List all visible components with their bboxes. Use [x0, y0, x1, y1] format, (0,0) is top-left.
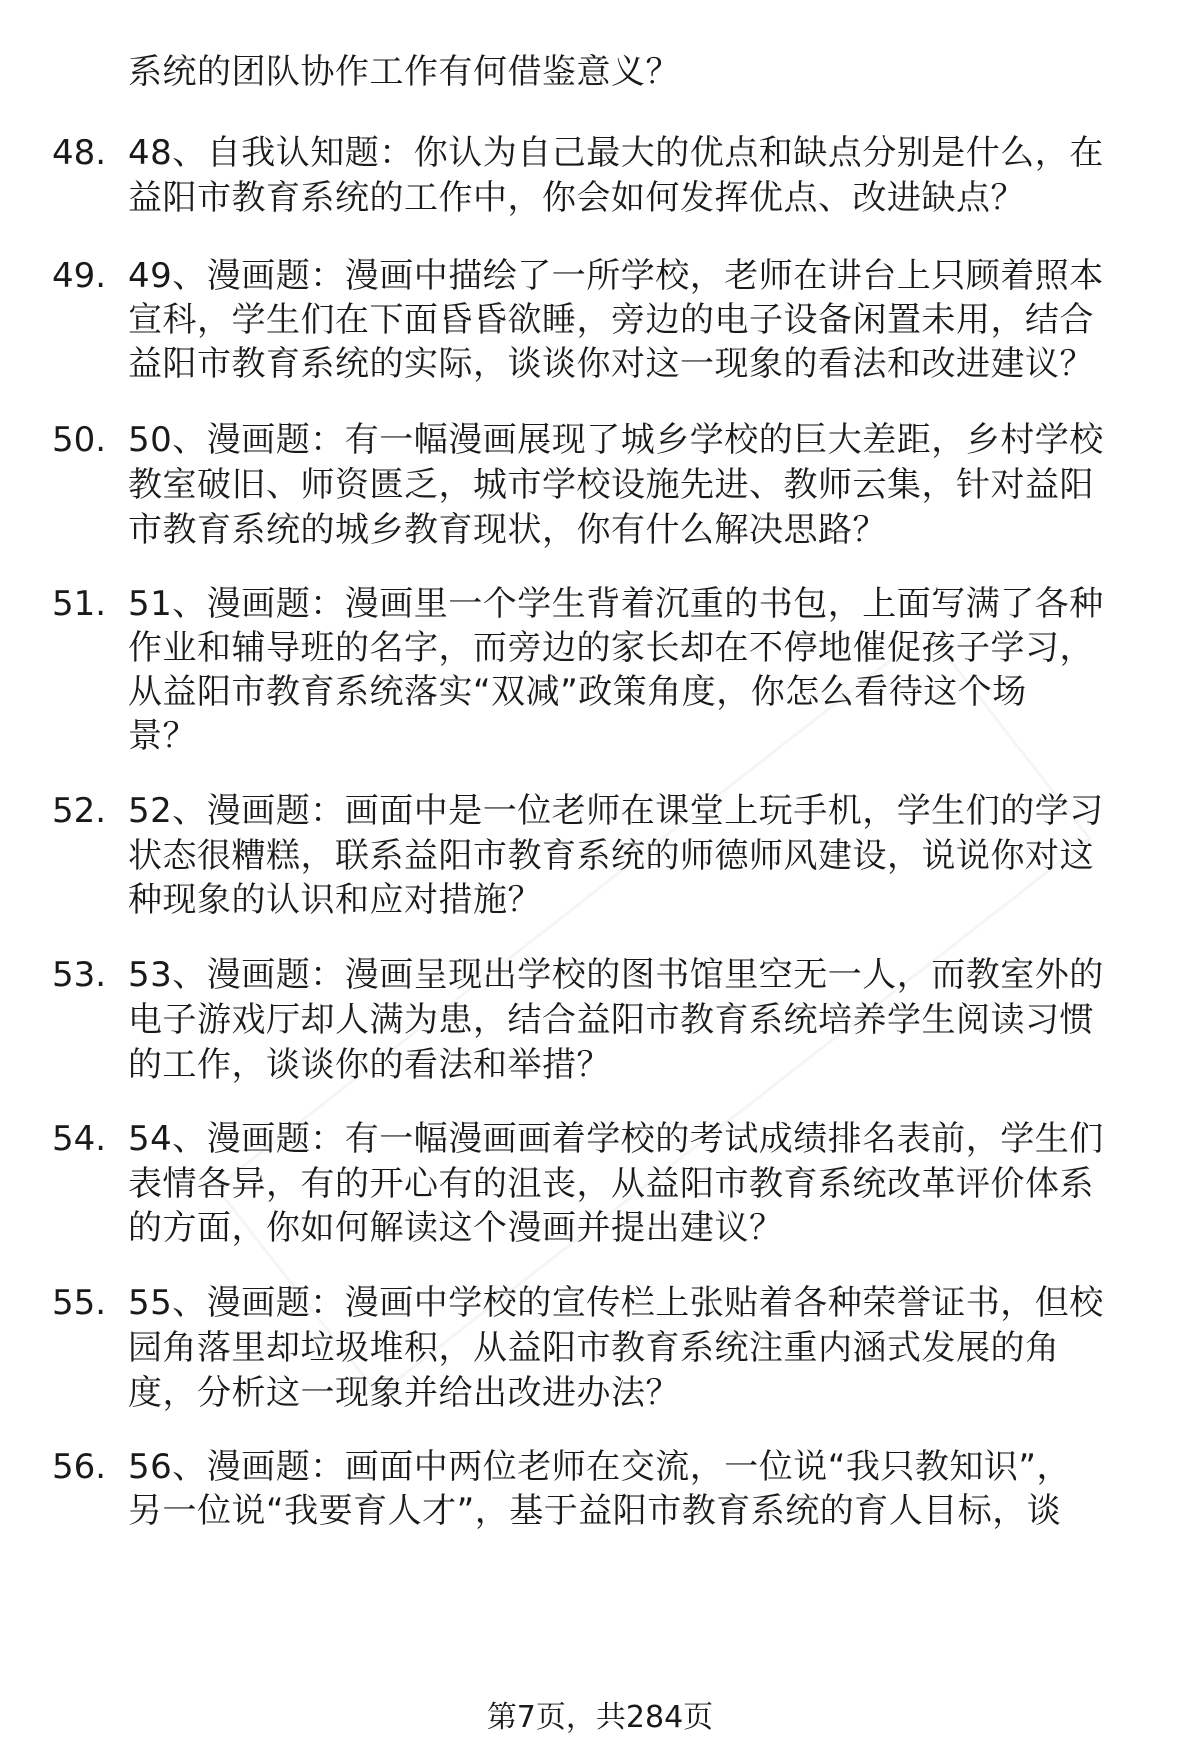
question-line: 的方面，你如何解读这个漫画并提出建议？ [128, 1208, 784, 1248]
question-line: 教室破旧、师资匮乏，城市学校设施先进、教师云集，针对益阳 [128, 465, 1094, 505]
question-line: 53、漫画题：漫画呈现出学校的图书馆里空无一人，而教室外的 [128, 955, 1104, 995]
question-line: 50、漫画题：有一幅漫画展现了城乡学校的巨大差距，乡村学校 [128, 420, 1104, 460]
question-line: 作业和辅导班的名字，而旁边的家长却在不停地催促孩子学习， [128, 628, 1094, 668]
question-line: 市教育系统的城乡教育现状，你有什么解决思路？ [128, 510, 887, 550]
question-line: 52、漫画题：画面中是一位老师在课堂上玩手机，学生们的学习 [128, 791, 1104, 831]
question-line: 益阳市教育系统的工作中，你会如何发挥优点、改进缺点？ [128, 178, 1025, 218]
question-line: 状态很糟糕，联系益阳市教育系统的师德师风建设，说说你对这 [128, 836, 1094, 876]
question-line: 宣科，学生们在下面昏昏欲睡，旁边的电子设备闲置未用，结合 [128, 300, 1094, 340]
list-number: 50. [52, 420, 107, 460]
question-line: 表情各异，有的开心有的沮丧，从益阳市教育系统改革评价体系 [128, 1164, 1094, 1204]
question-line: 的工作，谈谈你的看法和举措？ [128, 1045, 611, 1085]
question-line: 种现象的认识和应对措施？ [128, 880, 542, 920]
question-line: 56、漫画题：画面中两位老师在交流，一位说“我只教知识”， [128, 1447, 1071, 1487]
question-line: 另一位说“我要育人才”，基于益阳市教育系统的育人目标，谈 [128, 1491, 1062, 1531]
continuation-line: 系统的团队协作工作有何借鉴意义？ [128, 52, 680, 92]
question-line: 度，分析这一现象并给出改进办法？ [128, 1373, 680, 1413]
list-number: 48. [52, 133, 107, 173]
question-line: 电子游戏厅却人满为患，结合益阳市教育系统培养学生阅读习惯 [128, 1000, 1094, 1040]
question-line: 54、漫画题：有一幅漫画画着学校的考试成绩排名表前，学生们 [128, 1119, 1104, 1159]
page-footer: 第7页，共284页 [486, 1700, 714, 1735]
list-number: 55. [52, 1283, 107, 1323]
list-number: 52. [52, 791, 107, 831]
question-line: 益阳市教育系统的实际，谈谈你对这一现象的看法和改进建议？ [128, 344, 1094, 384]
list-number: 49. [52, 256, 107, 296]
question-line: 51、漫画题：漫画里一个学生背着沉重的书包，上面写满了各种 [128, 584, 1104, 624]
list-number: 51. [52, 584, 107, 624]
question-line: 景？ [128, 716, 197, 756]
question-line: 49、漫画题：漫画中描绘了一所学校，老师在讲台上只顾着照本 [128, 256, 1104, 296]
question-line: 48、自我认知题：你认为自己最大的优点和缺点分别是什么，在 [128, 133, 1104, 173]
list-number: 53. [52, 955, 107, 995]
list-number: 54. [52, 1119, 107, 1159]
question-line: 从益阳市教育系统落实“双减”政策角度，你怎么看待这个场 [128, 672, 1027, 712]
question-line: 55、漫画题：漫画中学校的宣传栏上张贴着各种荣誉证书，但校 [128, 1283, 1104, 1323]
list-number: 56. [52, 1447, 107, 1487]
question-line: 园角落里却垃圾堆积，从益阳市教育系统注重内涵式发展的角 [128, 1328, 1060, 1368]
